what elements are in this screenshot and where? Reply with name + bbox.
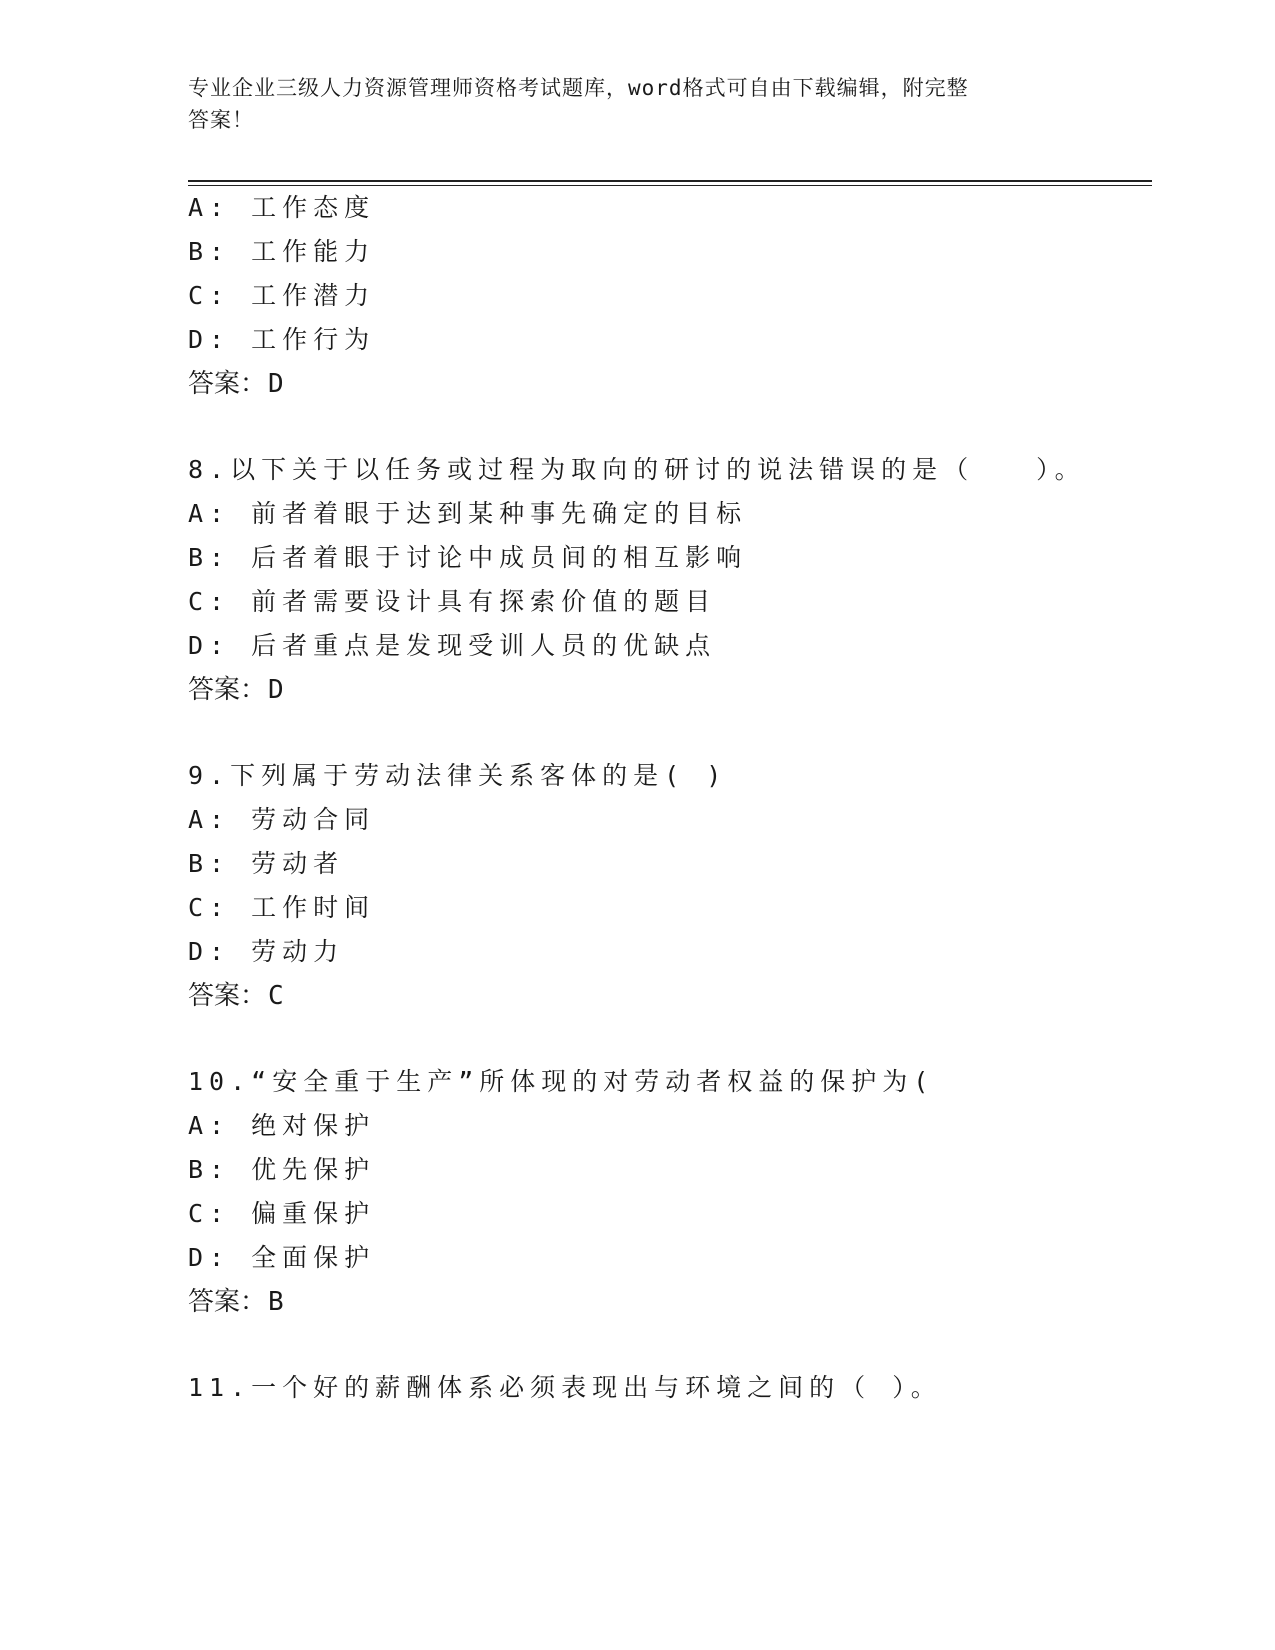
q8-option-a: A: 前者着眼于达到某种事先确定的目标 bbox=[188, 499, 748, 528]
q9-option-a: A: 劳动合同 bbox=[188, 805, 376, 834]
q7-answer bbox=[188, 366, 284, 402]
q10-option-b: B: 优先保护 bbox=[188, 1155, 376, 1184]
q10-answer bbox=[188, 1284, 284, 1320]
q10-answer-value: B bbox=[268, 1287, 284, 1317]
header-line-1: 专业企业三级人力资源管理师资格考试题库，word格式可自由下载编辑，附完整 bbox=[188, 76, 969, 100]
q8-question: 8.以下关于以任务或过程为取向的研讨的说法错误的是（ ）。 bbox=[188, 455, 1086, 484]
q8-option-b: B: 后者着眼于讨论中成员间的相互影响 bbox=[188, 543, 748, 572]
answer-label: 答案： bbox=[188, 675, 267, 705]
q9-option-d: D: 劳动力 bbox=[188, 937, 345, 966]
answer-label: 答案： bbox=[188, 981, 267, 1011]
q9-question: 9.下列属于劳动法律关系客体的是( ) bbox=[188, 761, 728, 790]
q8-option-d: D: 后者重点是发现受训人员的优缺点 bbox=[188, 631, 717, 660]
answer-label: 答案： bbox=[188, 1287, 267, 1317]
q10-option-c: C: 偏重保护 bbox=[188, 1199, 376, 1228]
q10-question: 10.“安全重于生产”所体现的对劳动者权益的保护为( bbox=[188, 1067, 935, 1096]
q7-option-b: B: 工作能力 bbox=[188, 237, 376, 266]
q8-answer bbox=[188, 672, 284, 708]
header-line-2: 答案！ bbox=[188, 108, 254, 132]
q10-option-d: D: 全面保护 bbox=[188, 1243, 376, 1272]
q9-option-c: C: 工作时间 bbox=[188, 893, 376, 922]
q11-question: 11.一个好的薪酬体系必须表现出与环境之间的（ ）。 bbox=[188, 1373, 942, 1402]
header-rule-bottom bbox=[188, 185, 1152, 186]
q9-answer-value: C bbox=[268, 981, 284, 1011]
header-rule-top bbox=[188, 180, 1152, 182]
q9-answer bbox=[188, 978, 284, 1014]
q7-option-d: D: 工作行为 bbox=[188, 325, 376, 354]
q8-answer-value: D bbox=[268, 675, 284, 705]
q10-option-a: A: 绝对保护 bbox=[188, 1111, 376, 1140]
document-header bbox=[188, 72, 1088, 136]
q7-option-a: A: 工作态度 bbox=[188, 193, 376, 222]
answer-label: 答案： bbox=[188, 369, 267, 399]
q7-answer-value: D bbox=[268, 369, 284, 399]
q8-option-c: C: 前者需要设计具有探索价值的题目 bbox=[188, 587, 717, 616]
q7-option-c: C: 工作潜力 bbox=[188, 281, 376, 310]
q9-option-b: B: 劳动者 bbox=[188, 849, 345, 878]
